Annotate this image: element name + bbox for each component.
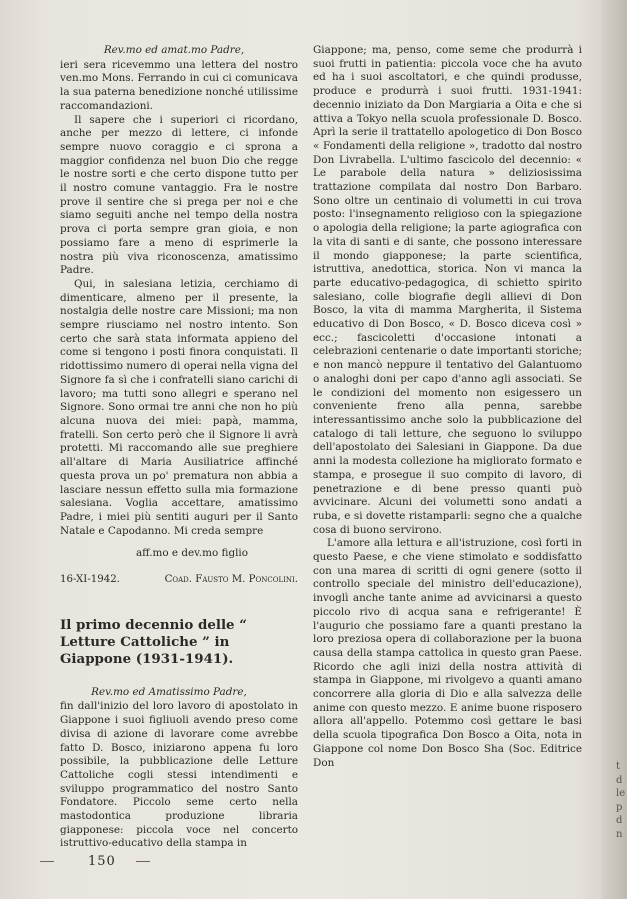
edge-letter: p bbox=[616, 801, 623, 813]
letter-signoff: aff.mo e dev.mo figlio bbox=[135, 547, 248, 560]
paragraph: ieri sera ricevemmo una lettera del nostro ven.mo Mons. Ferrando in cui ci comunicava la sua paterna benedizione nonché utilissime raccomandazioni. bbox=[60, 58, 298, 112]
article-salutation: Rev.mo ed Amatissimo Padre, bbox=[91, 685, 247, 698]
letter-dateline bbox=[60, 573, 298, 587]
paragraph: Il sapere che i superiori ci ricordano, anche per mezzo di lettere, ci infonde sempre nuovo coraggio e ci sprona a maggior confidenza nel buon Dio che regge le nostre sorti e che certo dispone tutto per il nostro comune vantaggio. Fra le nostre prove il sentire che si prega per noi e che siamo seguiti anche nel tempo della nostra prova ci porta sempre gran gioia, e non possiamo fare a meno di esprimerle la nostra più viva riconoscenza, amatissimo Padre. bbox=[60, 113, 298, 277]
edge-letter: d bbox=[616, 815, 623, 827]
paragraph: Qui, in salesiana letizia, cerchiamo di dimenticare, almeno per il presente, la nostalgia delle nostre care Missioni; ma non sempre riusciamo nel nostro intento. Son certo che sarà stata informata appieno del come si tengono i posti finora conquistati. Il ridottissimo numero di operai nella vigna del Signore fa sì che i confratelli siano carichi di lavoro; ma tutti sono allegri e sperano nel Signore. Sono ormai tre anni che non ho più alcuna nuova dei miei: papà, mamma, fratelli. Son certo però che il Signore li avrà protetti. Mi raccomando alle sue preghiere all'altare di Maria Ausiliatrice affinché questa prova un po' prematura non abbia a lasciare nessun effetto sulla mia formazione salesiana. Voglia accettare, amatissimo Padre, i miei più sentiti auguri per il Santo Natale e Capodanno. Mi creda sempre bbox=[60, 277, 298, 537]
adjacent-page-text bbox=[616, 760, 625, 842]
edge-letter: d bbox=[616, 774, 623, 786]
letter-author: Coad. Fausto M. Poncolini. bbox=[164, 574, 298, 586]
edge-letter: le bbox=[616, 788, 626, 800]
footer-rule bbox=[40, 861, 54, 862]
edge-letter: t bbox=[616, 761, 621, 772]
article-heading: Il primo decennio delle “ Letture Cattoliche ” in Giappone (1931-1941). bbox=[60, 616, 247, 667]
paragraph: fin dall'inizio del loro lavoro di apostolato in Giappone i suoi figliuoli avendo preso come divisa di azione di lavorare come avrebbe fatto D. Bosco, iniziarono appena fu loro possibile, la pubblicazione delle Letture Cattoliche cogli stessi intendimenti e sviluppo programmatico del nostro Santo Fondatore. Piccolo seme certo nella mastodontica produzione libraria giapponese: piccola voce nel concerto istruttivo-educativo della stampa in bbox=[60, 700, 298, 850]
right-column bbox=[313, 44, 582, 770]
page-number: 150 bbox=[88, 854, 116, 869]
left-column bbox=[60, 44, 298, 851]
edge-letter: n bbox=[616, 828, 623, 840]
footer-rule bbox=[136, 861, 150, 862]
paragraph: L'amore alla lettura e all'istruzione, così forti in questo Paese, e che viene stimolato e soddisfatto con una marea di scritti di ogni genere (sotto il controllo speciale del ministro dell'educazione), invoglì anche tante anime ad avvicinarsi a questo piccolo rivo di acqua sana e refrigerante! È l'augurio che possiamo fare a quanti prestano la loro preziosa opera di collaborazione per la buona causa della stampa cattolica in questo gran Paese. Ricordo che agli inizi della nostra attività di stampa in Giappone, mi rivolgevo a quanti amano concorrere alla gloria di Dio e alla salvezza delle anime con questo mezzo. E anime buone risposero allora all'appello. Potemmo così gettare le basi della scuola tipografica Don Bosco a Oita, nota in Giappone col nome Don Bosco Sha (Soc. Editrice Don bbox=[313, 537, 582, 769]
letter-salutation: Rev.mo ed amat.mo Padre, bbox=[103, 44, 245, 56]
letter-date: 16-XI-1942. bbox=[60, 574, 120, 586]
paragraph: Giappone; ma, penso, come seme che produrrà i suoi frutti in patientia: piccola voce che ha avuto ed ha i suoi ascoltatori, e che quindi produsse, produce e produrrà i suoi frutti. 1931-1941: decennio iniziato da Don Margiaria a Oita e che si attiva a Tokyo nella scuola professionale D. Bosco. Aprì la serie il trattatello apologetico di Don Bosco « Fondamenti della religione », tradotto dal nostro Don Livrabella. L'ultimo fascicolo del decennio: « Le parabole della natura » deliziosissima trattazione compilata dal nostro Don Barbaro. Sono oltre un centinaio di volumetti in cui trova posto: l'insegnamento religioso con la spiegazione o apologia della religione; la parte agiografica con la vita di santi e di sante, che possono interessare il mondo giapponese; la parte scientifica, istruttiva, anedottica, storica. Non vi manca la parte educativo-pedagogica, di schietto spirito salesiano, colle biografie degli allievi di Don Bosco, la vita di mamma Margherita, il Sistema educativo di Don Bosco, « D. Bosco diceva così » ecc.; fascicoletti d'occasione intonati a celebrazioni centenarie o date importanti storiche; e non mancò neppure il tentativo del Galantuomo o analoghi doni per capo d'anno agli associati. Se le condizioni del momento non esigessero un conveniente freno alla penna, sarebbe interessantissimo anche solo la pubblicazione del catalogo di tali letture, che seguono lo sviluppo dell'apostolato dei Salesiani in Giappone. Da due anni la modesta collezione ha migliorato formato e stampa, e prosegue il suo compito di lavoro, di penetrazione e di bene presso quanti può avvicinare. Alcuni dei volumetti sono andati a ruba, e si dovette ristamparli: segno che a qualche cosa di buono servirono. bbox=[313, 44, 582, 536]
